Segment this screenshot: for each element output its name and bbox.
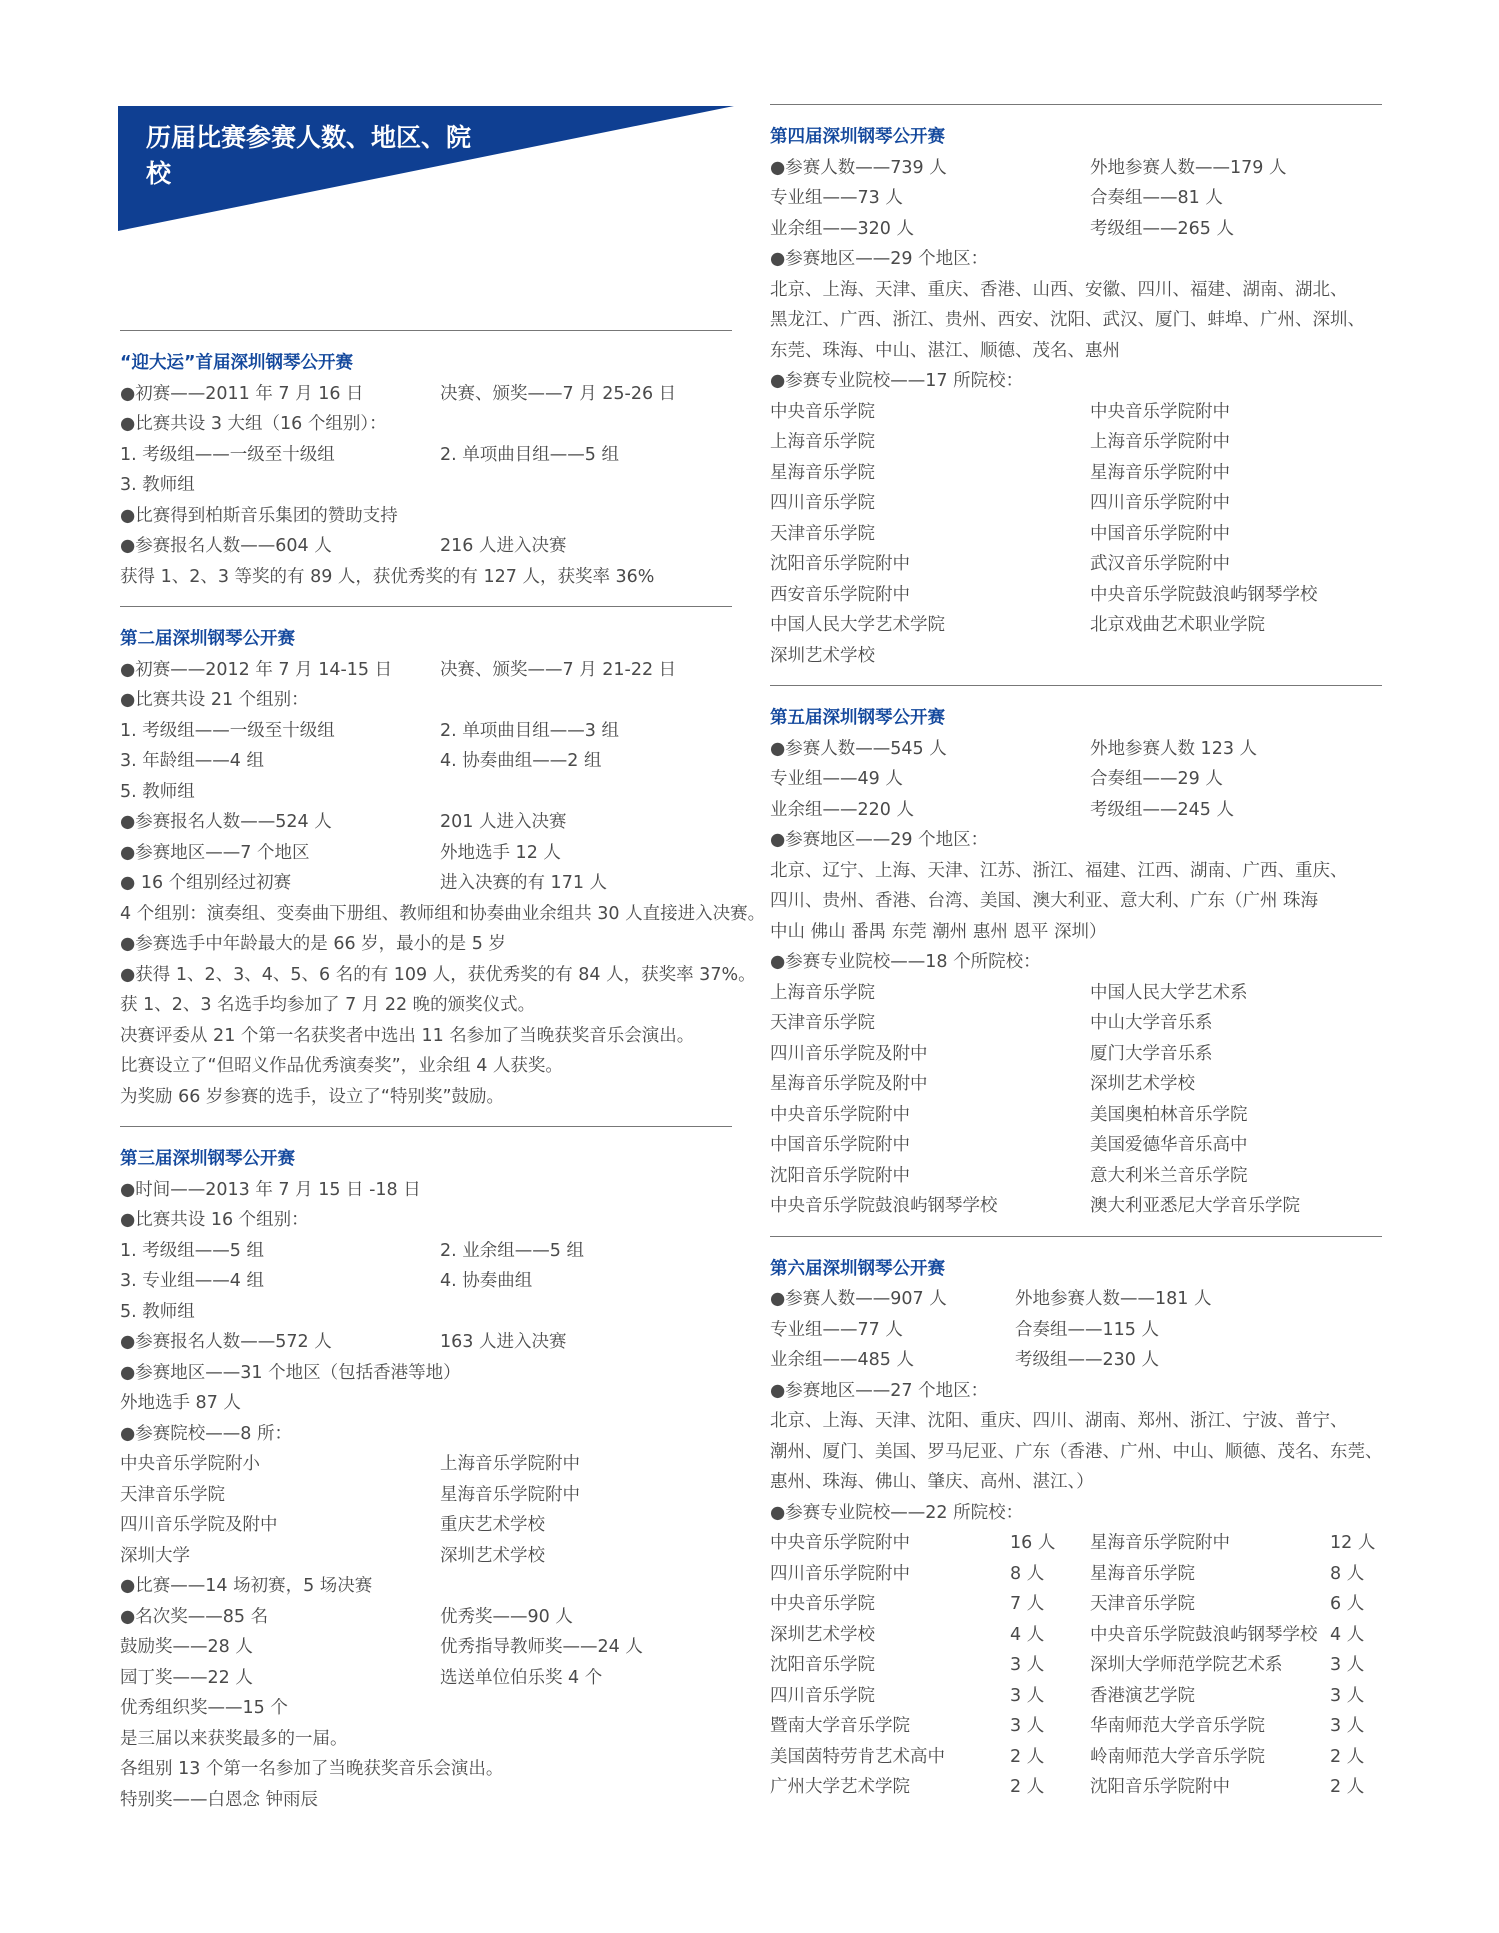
line-left: 东莞、珠海、中山、湛江、顺德、茂名、惠州 xyxy=(770,340,1120,361)
line-right: 216 人进入决赛 xyxy=(440,536,567,556)
school-name: 华南师范大学音乐学院 xyxy=(1090,1716,1265,1736)
text-line xyxy=(120,470,732,501)
line-left: 1. 考级组——一级至十级组 xyxy=(120,720,335,741)
line-left: 中国音乐学院附中 xyxy=(770,1135,910,1155)
section-1st-competition xyxy=(120,330,732,592)
school-name: 中央音乐学院鼓浪屿钢琴学校 xyxy=(1090,1624,1318,1645)
line-left: ●参赛专业院校——22 所院校： xyxy=(770,1502,1024,1523)
line-right: 澳大利亚悉尼大学音乐学院 xyxy=(1090,1196,1300,1216)
text-line xyxy=(770,1008,1382,1039)
line-left: ●参赛人数——907 人 xyxy=(770,1289,947,1309)
line-right: 武汉音乐学院附中 xyxy=(1090,554,1230,574)
text-line xyxy=(770,458,1382,489)
line-left: ●初赛——2012 年 7 月 14-15 日 xyxy=(120,659,393,680)
text-line xyxy=(120,1480,732,1511)
text-line xyxy=(120,1419,732,1450)
school-count: 2 人 xyxy=(1010,1777,1045,1797)
school-name: 深圳大学师范学院艺术系 xyxy=(1090,1655,1283,1675)
text-line xyxy=(120,1632,732,1663)
line-left: 沈阳音乐学院附中 xyxy=(770,1165,910,1186)
text-line xyxy=(120,1541,732,1572)
line-right: 星海音乐学院附中 xyxy=(440,1484,580,1505)
school-count: 3 人 xyxy=(1010,1685,1045,1706)
line-left: 北京、辽宁、上海、天津、江苏、浙江、福建、江西、湖南、广西、重庆、 xyxy=(770,860,1348,881)
line-right: 合奏组——81 人 xyxy=(1090,188,1223,208)
line-left: 3. 专业组——4 组 xyxy=(120,1271,264,1291)
line-right: 外地参赛人数——179 人 xyxy=(1090,157,1287,178)
text-line xyxy=(120,1663,732,1694)
text-line xyxy=(120,1388,732,1419)
line-left: 外地选手 87 人 xyxy=(120,1393,241,1413)
section-lines xyxy=(770,1284,1382,1528)
line-right: 考级组——265 人 xyxy=(1090,218,1234,239)
school-table xyxy=(770,1528,1382,1803)
text-line xyxy=(120,1602,732,1633)
text-line xyxy=(770,397,1382,428)
line-left: 深圳艺术学校 xyxy=(770,645,875,666)
line-right: 外地选手 12 人 xyxy=(440,842,561,863)
text-line xyxy=(120,1205,732,1236)
line-left: 天津音乐学院 xyxy=(770,523,875,544)
line-left: 为奖励 66 岁参赛的选手，设立了“特别奖”鼓励。 xyxy=(120,1086,505,1107)
school-count: 4 人 xyxy=(1010,1624,1045,1645)
line-left: ●比赛得到柏斯音乐集团的赞助支持 xyxy=(120,505,398,526)
line-left: 3. 年龄组——4 组 xyxy=(120,751,264,771)
school-count: 2 人 xyxy=(1010,1746,1045,1767)
school-name: 星海音乐学院 xyxy=(1090,1563,1195,1584)
line-right: 决赛、颁奖——7 月 25-26 日 xyxy=(440,383,677,404)
text-line xyxy=(120,746,732,777)
text-line xyxy=(120,838,732,869)
line-left: 四川、贵州、香港、台湾、美国、澳大利亚、意大利、广东（广州 珠海 xyxy=(770,891,1319,911)
text-line xyxy=(770,795,1382,826)
school-count: 2 人 xyxy=(1330,1746,1365,1767)
text-line xyxy=(770,183,1382,214)
school-count: 12 人 xyxy=(1330,1533,1376,1553)
line-left: 星海音乐学院及附中 xyxy=(770,1074,928,1094)
line-right: 合奏组——29 人 xyxy=(1090,769,1223,789)
school-count: 3 人 xyxy=(1010,1655,1045,1675)
text-line xyxy=(770,856,1382,887)
school-count: 8 人 xyxy=(1010,1563,1045,1584)
line-left: 中央音乐学院附中 xyxy=(770,1104,910,1125)
text-line xyxy=(120,960,756,991)
text-line xyxy=(120,1266,732,1297)
section-title: 第四届深圳钢琴公开赛 xyxy=(770,127,945,147)
section-4th-competition xyxy=(770,104,1382,671)
line-left: 获 1、2、3 名选手均参加了 7 月 22 晚的颁奖仪式。 xyxy=(120,995,536,1015)
text-line xyxy=(120,990,732,1021)
left-column xyxy=(120,330,766,1815)
line-right: 4. 协奏曲组——2 组 xyxy=(440,751,602,771)
text-line xyxy=(770,1498,1382,1529)
line-left: 上海音乐学院 xyxy=(770,982,875,1003)
line-right: 考级组——230 人 xyxy=(1015,1350,1159,1370)
line-right: 深圳艺术学校 xyxy=(1090,1074,1195,1094)
line-right: 201 人进入决赛 xyxy=(440,812,567,832)
text-line xyxy=(770,336,1382,367)
line-left: ●参赛报名人数——604 人 xyxy=(120,536,332,556)
text-line xyxy=(120,1175,732,1206)
text-line xyxy=(770,1130,1382,1161)
line-left: 是三届以来获奖最多的一届。 xyxy=(120,1728,348,1749)
line-left: 鼓励奖——28 人 xyxy=(120,1637,253,1657)
line-right: 中央音乐学院鼓浪屿钢琴学校 xyxy=(1090,584,1318,605)
text-line xyxy=(770,825,1382,856)
text-line xyxy=(770,488,1382,519)
line-left: ●参赛院校——8 所： xyxy=(120,1423,292,1444)
text-line xyxy=(120,777,732,808)
line-left: 专业组——73 人 xyxy=(770,188,903,208)
school-name: 暨南大学音乐学院 xyxy=(770,1716,910,1736)
table-row xyxy=(770,1528,1382,1559)
text-line xyxy=(770,1191,1382,1222)
text-line xyxy=(770,1039,1382,1070)
school-name: 香港演艺学院 xyxy=(1090,1685,1195,1706)
text-line xyxy=(120,716,732,747)
text-line xyxy=(770,764,1382,795)
line-left: ●名次奖——85 名 xyxy=(120,1606,269,1627)
text-line xyxy=(120,1449,732,1480)
section-lines xyxy=(120,655,766,1113)
line-left: 中央音乐学院附小 xyxy=(120,1454,260,1474)
line-left: 四川音乐学院及附中 xyxy=(770,1043,928,1064)
line-left: 北京、上海、天津、沈阳、重庆、四川、湖南、郑州、浙江、宁波、普宁、 xyxy=(770,1411,1348,1431)
line-right: 2. 业余组——5 组 xyxy=(440,1240,584,1261)
line-right: 北京戏曲艺术职业学院 xyxy=(1090,615,1265,635)
section-title: 第二届深圳钢琴公开赛 xyxy=(120,629,295,649)
text-line xyxy=(770,1284,1382,1315)
text-line xyxy=(770,519,1382,550)
section-lines xyxy=(120,1175,732,1816)
text-line xyxy=(770,917,1382,948)
line-left: 1. 考级组——一级至十级组 xyxy=(120,444,335,465)
text-line xyxy=(120,685,732,716)
text-line xyxy=(770,734,1382,765)
line-right: 中国音乐学院附中 xyxy=(1090,523,1230,544)
section-lines xyxy=(120,379,732,593)
text-line xyxy=(120,929,732,960)
table-row xyxy=(770,1711,1382,1742)
line-left: ●比赛共设 21 个组别： xyxy=(120,690,309,710)
line-left: 北京、上海、天津、重庆、香港、山西、安徽、四川、福建、湖南、湖北、 xyxy=(770,279,1348,300)
section-lines xyxy=(770,734,1382,1222)
line-left: 中央音乐学院鼓浪屿钢琴学校 xyxy=(770,1196,998,1216)
line-left: 3. 教师组 xyxy=(120,475,195,495)
line-left: ●时间——2013 年 7 月 15 日 -18 日 xyxy=(120,1179,421,1200)
table-row xyxy=(770,1620,1382,1651)
text-line xyxy=(120,1754,732,1785)
text-line xyxy=(120,868,732,899)
school-name: 岭南师范大学音乐学院 xyxy=(1090,1746,1265,1767)
line-right: 考级组——245 人 xyxy=(1090,799,1234,820)
school-count: 6 人 xyxy=(1330,1594,1365,1614)
line-left: ●获得 1、2、3、4、5、6 名的有 109 人，获优秀奖的有 84 人，获奖率 37%。 xyxy=(120,964,756,985)
text-line xyxy=(120,655,732,686)
line-right: 中国人民大学艺术系 xyxy=(1090,982,1248,1003)
line-left: 4 个组别：演奏组、变奏曲下册组、教师组和协奏曲业余组共 30 人直接进入决赛。 xyxy=(120,903,766,924)
line-right: 2. 单项曲目组——3 组 xyxy=(440,720,619,741)
line-left: 专业组——49 人 xyxy=(770,769,903,789)
section-title: 第三届深圳钢琴公开赛 xyxy=(120,1149,295,1169)
line-left: 获得 1、2、3 等奖的有 89 人，获优秀奖的有 127 人，获奖率 36% xyxy=(120,566,655,587)
line-left: ●参赛地区——27 个地区： xyxy=(770,1380,989,1401)
line-right: 深圳艺术学校 xyxy=(440,1545,545,1566)
section-6th-competition xyxy=(770,1236,1382,1803)
text-line xyxy=(120,899,766,930)
line-right: 进入决赛的有 171 人 xyxy=(440,873,608,893)
text-line xyxy=(770,641,1382,672)
line-right: 选送单位伯乐奖 4 个 xyxy=(440,1667,603,1688)
text-line xyxy=(770,1406,1382,1437)
school-count: 3 人 xyxy=(1330,1685,1365,1706)
line-left: 比赛设立了“但昭义作品优秀演奏奖”，业余组 4 人获奖。 xyxy=(120,1056,563,1076)
text-line xyxy=(770,275,1382,306)
text-line xyxy=(770,886,1382,917)
line-right: 星海音乐学院附中 xyxy=(1090,462,1230,483)
section-lines xyxy=(770,153,1382,672)
line-right: 上海音乐学院附中 xyxy=(1090,432,1230,452)
line-left: 中山 佛山 番禺 东莞 潮州 惠州 恩平 深圳） xyxy=(770,921,1107,942)
text-line xyxy=(770,1069,1382,1100)
text-line xyxy=(770,1376,1382,1407)
line-left: 四川音乐学院及附中 xyxy=(120,1515,278,1535)
line-left: 中国人民大学艺术学院 xyxy=(770,615,945,635)
school-name: 中央音乐学院附中 xyxy=(770,1533,910,1553)
text-line xyxy=(770,244,1382,275)
section-title: 第五届深圳钢琴公开赛 xyxy=(770,708,945,728)
school-name: 沈阳音乐学院 xyxy=(770,1655,875,1675)
line-left: 黑龙江、广西、浙江、贵州、西安、沈阳、武汉、厦门、蚌埠、广州、深圳、 xyxy=(770,310,1365,330)
school-name: 星海音乐学院附中 xyxy=(1090,1533,1230,1553)
school-name: 广州大学艺术学院 xyxy=(770,1777,910,1797)
line-right: 四川音乐学院附中 xyxy=(1090,493,1230,513)
school-name: 四川音乐学院附中 xyxy=(770,1563,910,1584)
line-left: 深圳大学 xyxy=(120,1545,190,1566)
text-line xyxy=(120,409,732,440)
line-left: 特别奖——白恩念 钟雨辰 xyxy=(120,1789,319,1810)
line-left: 星海音乐学院 xyxy=(770,462,875,483)
line-left: ●参赛人数——739 人 xyxy=(770,157,947,178)
line-right: 优秀奖——90 人 xyxy=(440,1606,573,1627)
text-line xyxy=(120,1724,732,1755)
school-count: 2 人 xyxy=(1330,1777,1365,1797)
line-right: 重庆艺术学校 xyxy=(440,1515,545,1535)
line-left: 5. 教师组 xyxy=(120,781,195,802)
line-left: 各组别 13 个第一名参加了当晚获奖音乐会演出。 xyxy=(120,1759,504,1779)
table-row xyxy=(770,1772,1382,1803)
line-left: 5. 教师组 xyxy=(120,1301,195,1322)
text-line xyxy=(770,1467,1382,1498)
text-line xyxy=(120,1051,732,1082)
text-line xyxy=(120,1785,732,1816)
school-name: 沈阳音乐学院附中 xyxy=(1090,1777,1230,1797)
line-left: ●参赛地区——29 个地区： xyxy=(770,249,989,269)
line-left: 1. 考级组——5 组 xyxy=(120,1240,264,1261)
text-line xyxy=(120,1021,732,1052)
text-line xyxy=(770,978,1382,1009)
school-name: 中央音乐学院 xyxy=(770,1594,875,1614)
line-left: ●参赛专业院校——17 所院校： xyxy=(770,371,1024,391)
text-line xyxy=(120,1082,732,1113)
table-row xyxy=(770,1742,1382,1773)
text-line xyxy=(120,1297,732,1328)
section-title: 第六届深圳钢琴公开赛 xyxy=(770,1258,945,1279)
text-line xyxy=(120,807,732,838)
text-line xyxy=(120,1327,732,1358)
text-line xyxy=(120,1510,732,1541)
line-left: 业余组——485 人 xyxy=(770,1350,914,1370)
line-left: ● 16 个组别经过初赛 xyxy=(120,873,292,893)
line-left: 园丁奖——22 人 xyxy=(120,1667,253,1688)
text-line xyxy=(120,1693,732,1724)
line-left: 优秀组织奖——15 个 xyxy=(120,1698,288,1718)
text-line xyxy=(120,379,732,410)
line-left: ●参赛报名人数——572 人 xyxy=(120,1332,332,1352)
line-left: ●参赛地区——29 个地区： xyxy=(770,830,989,850)
text-line xyxy=(770,549,1382,580)
line-left: 惠州、珠海、佛山、肇庆、高州、湛江、） xyxy=(770,1472,1094,1492)
text-line xyxy=(770,1345,1382,1376)
table-row xyxy=(770,1589,1382,1620)
line-left: 天津音乐学院 xyxy=(120,1484,225,1505)
line-left: ●初赛——2011 年 7 月 16 日 xyxy=(120,383,364,404)
line-right: 外地参赛人数 123 人 xyxy=(1090,738,1258,759)
line-right: 中山大学音乐系 xyxy=(1090,1013,1213,1033)
text-line xyxy=(770,610,1382,641)
text-line xyxy=(770,1437,1382,1468)
text-line xyxy=(120,531,732,562)
line-right: 外地参赛人数——181 人 xyxy=(1015,1289,1212,1309)
line-left: 潮州、厦门、美国、罗马尼亚、广东（香港、广州、中山、顺德、茂名、东莞、 xyxy=(770,1441,1383,1462)
page-title: 历届比赛参赛人数、地区、院校 xyxy=(146,123,472,188)
section-title: “迎大运”首届深圳钢琴公开赛 xyxy=(120,353,354,373)
line-left: ●参赛报名人数——524 人 xyxy=(120,812,332,832)
school-name: 深圳艺术学校 xyxy=(770,1624,875,1645)
line-left: ●参赛专业院校——18 个所院校： xyxy=(770,952,1041,972)
text-line xyxy=(120,440,732,471)
line-left: ●参赛选手中年龄最大的是 66 岁，最小的是 5 岁 xyxy=(120,934,506,954)
line-right: 合奏组——115 人 xyxy=(1015,1319,1159,1340)
right-column xyxy=(770,104,1382,1803)
text-line xyxy=(770,214,1382,245)
line-right: 4. 协奏曲组 xyxy=(440,1271,533,1291)
text-line xyxy=(120,1236,732,1267)
school-name: 天津音乐学院 xyxy=(1090,1594,1195,1614)
text-line xyxy=(120,1571,732,1602)
line-right: 2. 单项曲目组——5 组 xyxy=(440,444,619,465)
line-left: 中央音乐学院 xyxy=(770,401,875,422)
table-row xyxy=(770,1650,1382,1681)
line-left: 西安音乐学院附中 xyxy=(770,584,910,605)
text-line xyxy=(770,947,1382,978)
line-left: 四川音乐学院 xyxy=(770,493,875,513)
text-line xyxy=(770,427,1382,458)
school-name: 美国茵特劳肯艺术高中 xyxy=(770,1746,945,1767)
school-count: 16 人 xyxy=(1010,1533,1056,1553)
text-line xyxy=(770,1100,1382,1131)
line-left: ●比赛共设 3 大组（16 个组别）： xyxy=(120,414,387,434)
line-left: 天津音乐学院 xyxy=(770,1013,875,1033)
section-5th-competition xyxy=(770,685,1382,1222)
table-row xyxy=(770,1681,1382,1712)
line-left: 上海音乐学院 xyxy=(770,432,875,452)
line-left: ●参赛地区——31 个地区（包括香港等地） xyxy=(120,1362,461,1383)
school-count: 3 人 xyxy=(1330,1655,1365,1675)
line-right: 中央音乐学院附中 xyxy=(1090,401,1230,422)
line-right: 美国奥柏林音乐学院 xyxy=(1090,1104,1248,1125)
line-left: ●比赛——14 场初赛，5 场决赛 xyxy=(120,1576,373,1596)
text-line xyxy=(770,580,1382,611)
line-left: 沈阳音乐学院附中 xyxy=(770,554,910,574)
line-left: ●参赛地区——7 个地区 xyxy=(120,842,310,863)
text-line xyxy=(120,1358,732,1389)
line-left: 决赛评委从 21 个第一名获奖者中选出 11 名参加了当晚获奖音乐会演出。 xyxy=(120,1025,695,1046)
line-left: 业余组——220 人 xyxy=(770,799,914,820)
school-count: 7 人 xyxy=(1010,1594,1045,1614)
line-left: ●参赛人数——545 人 xyxy=(770,738,947,759)
text-line xyxy=(770,1161,1382,1192)
line-right: 163 人进入决赛 xyxy=(440,1332,567,1352)
line-right: 决赛、颁奖——7 月 21-22 日 xyxy=(440,659,677,680)
section-2nd-competition xyxy=(120,606,766,1112)
text-line xyxy=(120,501,732,532)
line-right: 美国爱德华音乐高中 xyxy=(1090,1135,1248,1155)
line-right: 优秀指导教师奖——24 人 xyxy=(440,1637,643,1657)
school-count: 8 人 xyxy=(1330,1563,1365,1584)
school-name: 四川音乐学院 xyxy=(770,1685,875,1706)
line-left: ●比赛共设 16 个组别： xyxy=(120,1210,309,1230)
school-count: 3 人 xyxy=(1330,1716,1365,1736)
line-right: 意大利米兰音乐学院 xyxy=(1090,1165,1248,1186)
table-row xyxy=(770,1559,1382,1590)
text-line xyxy=(120,562,732,593)
text-line xyxy=(770,305,1382,336)
text-line xyxy=(770,366,1382,397)
text-line xyxy=(770,153,1382,184)
line-left: 专业组——77 人 xyxy=(770,1319,903,1340)
line-right: 厦门大学音乐系 xyxy=(1090,1043,1213,1064)
school-count: 4 人 xyxy=(1330,1624,1365,1645)
line-right: 上海音乐学院附中 xyxy=(440,1454,580,1474)
text-line xyxy=(770,1315,1382,1346)
school-count: 3 人 xyxy=(1010,1716,1045,1736)
line-left: 业余组——320 人 xyxy=(770,218,914,239)
section-3rd-competition xyxy=(120,1126,732,1815)
